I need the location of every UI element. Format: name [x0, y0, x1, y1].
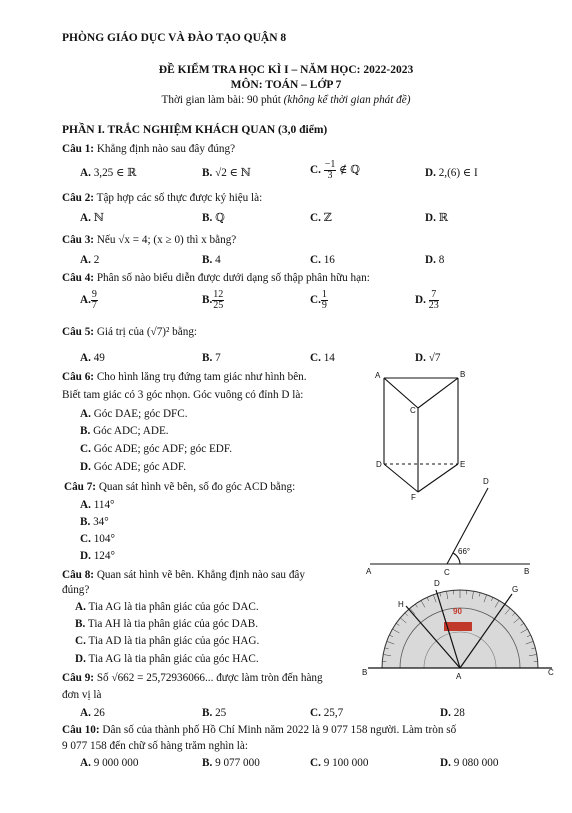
protractor-90: 90: [453, 607, 462, 616]
q10-option-d[interactable]: D. 9 080 000: [440, 757, 499, 769]
edge-bc: [418, 378, 458, 408]
q4-option-a[interactable]: A. $\frac{9}{7}$: [80, 289, 97, 311]
q7-option-c[interactable]: C. 104°: [80, 533, 115, 545]
q3-option-c[interactable]: C. 16: [310, 254, 335, 266]
q5-option-d[interactable]: D. √7: [415, 352, 441, 364]
exam-title: ĐỀ KIỂM TRA HỌC KÌ I – NĂM HỌC: 2022-2023: [158, 64, 414, 76]
q6-option-b[interactable]: B. Góc ADC; ADE.: [80, 425, 169, 437]
section-1-title: PHẦN I. TRẮC NGHIỆM KHÁCH QUAN (3,0 điểm): [62, 124, 328, 136]
exam-time: [0, 94, 572, 106]
question-label: Câu 1:: [62, 143, 95, 155]
question-1: [62, 143, 235, 155]
q3-expression: √x = 4; (x ≥ 0): [118, 234, 184, 246]
question-9-line2: đơn vị là: [62, 689, 102, 701]
time-note: (không kể thời gian phát đề): [283, 94, 411, 106]
department-name: PHÒNG GIÁO DỤC VÀ ĐÀO TẠO QUẬN 8: [62, 32, 287, 44]
label-d: D: [434, 579, 440, 588]
question-label: Câu 2:: [62, 192, 95, 204]
label-g: G: [512, 585, 519, 594]
q4-option-b[interactable]: B. $\frac{12}{25}$: [202, 289, 224, 311]
q8-option-b[interactable]: B. Tia AH là tia phân giác của góc DAB.: [75, 618, 259, 630]
q7-option-a[interactable]: A. 114°: [80, 499, 115, 511]
q5-expression: (√7)²: [146, 326, 170, 338]
label-d: D: [483, 477, 489, 486]
question-3: Câu 3: Nếu √x = 4; (x ≥ 0) thì x bằng?: [62, 234, 237, 246]
label-c: C: [410, 406, 416, 415]
q9-option-a[interactable]: A. 26: [80, 707, 105, 719]
q5-option-b[interactable]: B. 7: [202, 352, 221, 364]
edge-ac: [384, 378, 418, 408]
q5-option-c[interactable]: C. 14: [310, 352, 335, 364]
q9-option-d[interactable]: D. 28: [440, 707, 465, 719]
label-h: H: [398, 600, 404, 609]
question-5: Câu 5: Giá trị của (√7)² bằng:: [62, 326, 198, 338]
angle-label: 66°: [458, 547, 471, 556]
question-2: [62, 192, 262, 204]
q8-option-c[interactable]: C. Tia AD là tia phân giác của góc HAG.: [75, 635, 260, 647]
label-e: E: [460, 460, 466, 469]
label-a: A: [375, 371, 381, 380]
label-a: A: [366, 567, 372, 576]
label-b: B: [362, 668, 368, 677]
q9-option-b[interactable]: B. 25: [202, 707, 227, 719]
question-10-line2: 9 077 158 đến chữ số hàng trăm nghìn là:: [62, 740, 248, 752]
question-8: Câu 8: Quan sát hình vẽ bên. Khẳng định nào sau đây: [62, 569, 305, 581]
protractor-figure: [362, 576, 558, 682]
label-f: F: [411, 493, 416, 502]
exam-subject: MÔN: TOÁN – LỚP 7: [230, 79, 342, 91]
q4-option-c[interactable]: C. $\frac{1}{9}$: [310, 289, 327, 311]
question-7: Câu 7: Quan sát hình vẽ bên, số đo góc ACD bằng:: [64, 481, 296, 493]
q8-option-a[interactable]: A. Tia AG là tia phân giác của góc DAC.: [75, 601, 259, 613]
q1-option-c[interactable]: C. $\frac{-1}{3}$ ∉ ℚ: [310, 159, 360, 181]
question-8-line2: đúng?: [62, 584, 90, 596]
q10-option-b[interactable]: B. 9 077 000: [202, 757, 260, 769]
q9-expression: √662 = 25,72936066...: [111, 672, 214, 684]
label-b: B: [524, 567, 530, 576]
q2-option-a[interactable]: A. ℕ: [80, 212, 104, 224]
q3-option-b[interactable]: B. 4: [202, 254, 221, 266]
q6-option-d[interactable]: D. Góc ADE; góc ADF.: [80, 461, 187, 473]
question-10: Câu 10: Dân số của thành phố Hồ Chí Minh năm 2022 là 9 077 158 người. Làm tròn số: [62, 724, 457, 736]
q3-option-a[interactable]: A. 2: [80, 254, 100, 266]
question-6: Câu 6: Cho hình lăng trụ đứng tam giác như hình bên.: [62, 371, 307, 383]
q10-option-c[interactable]: C. 9 100 000: [310, 757, 369, 769]
q6-option-a[interactable]: A. Góc DAE; góc DFC.: [80, 408, 188, 420]
label-b: B: [460, 370, 466, 379]
label-c: C: [548, 668, 554, 677]
question-4: Câu 4: Phân số nào biểu diễn được dưới dạng số thập phân hữu hạn:: [62, 272, 370, 284]
q2-option-c[interactable]: C. ℤ: [310, 212, 332, 224]
label-c: C: [444, 568, 450, 577]
q10-option-a[interactable]: A. 9 000 000: [80, 757, 139, 769]
q2-option-b[interactable]: B. ℚ: [202, 212, 225, 224]
q6-option-c[interactable]: C. Góc ADE; góc ADF; góc EDF.: [80, 443, 233, 455]
label-d: D: [376, 460, 382, 469]
q2-option-d[interactable]: D. ℝ: [425, 212, 448, 224]
question-6-line2: Biết tam giác có 3 góc nhọn. Góc vuông có đỉnh D là:: [62, 389, 304, 401]
question-text: Khẳng định nào sau đây đúng?: [96, 143, 236, 155]
label-a: A: [456, 672, 462, 681]
q3-option-d[interactable]: D. 8: [425, 254, 445, 266]
time-label: Thời gian làm bài: 90 phút: [161, 94, 281, 106]
angle-figure: [360, 474, 540, 578]
q8-option-d[interactable]: D. Tia AG là tia phân giác của góc HAC.: [75, 653, 259, 665]
q1-option-d[interactable]: D. 2,(6) ∈ I: [425, 167, 478, 179]
q9-option-c[interactable]: C. 25,7: [310, 707, 344, 719]
q5-option-a[interactable]: A. 49: [80, 352, 105, 364]
q7-option-b[interactable]: B. 34°: [80, 516, 109, 528]
q1-option-b[interactable]: B. √2 ∈ ℕ: [202, 167, 251, 179]
q1-option-a[interactable]: A. 3,25 ∈ ℝ: [80, 167, 137, 179]
q7-option-d[interactable]: D. 124°: [80, 550, 115, 562]
question-text: Tập hợp các số thực được ký hiệu là:: [96, 192, 263, 204]
question-9: Câu 9: Số √662 = 25,72936066... được làm tròn đến hàng: [62, 672, 323, 684]
q4-option-d[interactable]: D. $\frac{7}{23}$: [415, 289, 439, 311]
